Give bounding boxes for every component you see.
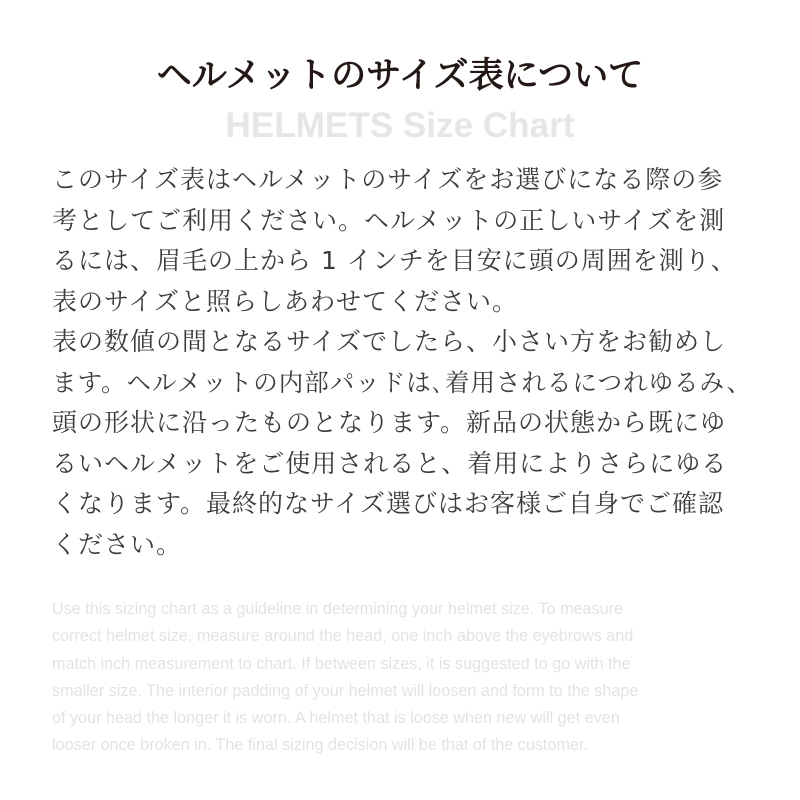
japanese-text-line: 考としてご利用ください。ヘルメットの正しいサイズを測 xyxy=(52,205,726,235)
japanese-text-line: るには、眉毛の上から 1 インチを目安に頭の周囲を測り、 xyxy=(52,246,737,275)
japanese-description xyxy=(52,160,752,565)
japanese-text-line: ます。ヘルメットの内部パッドは､着用されるにつれゆるみ、 xyxy=(52,367,753,397)
japanese-text-line: 頭の形状に沿ったものとなります。新品の状態から既にゆ xyxy=(52,408,727,437)
english-description xyxy=(52,596,752,760)
page-subtitle: HELMETS Size Chart xyxy=(225,106,575,145)
japanese-text-line: このサイズ表はヘルメットのサイズをお選びになる際の参 xyxy=(52,165,724,194)
japanese-text-line: るいヘルメットをご使用されると、着用によりさらにゆる xyxy=(52,448,728,478)
english-text-line: of your head the longer it is worn. A helmet that is loose when new will get even xyxy=(52,709,620,728)
japanese-text-line: 表のサイズと照らしあわせてください。 xyxy=(52,286,519,316)
english-text-line: Use this sizing chart as a guideline in determining your helmet size. To measure xyxy=(52,600,624,618)
english-text-line: correct helmet size, measure around the head, one inch above the eyebrows and xyxy=(52,627,634,646)
japanese-text-line: ください。 xyxy=(52,529,183,559)
english-text-line: looser once broken in. The final sizing decision will be that of the customer. xyxy=(52,736,588,755)
english-text-line: smaller size. The interior padding of your helmet will loosen and form to the shape xyxy=(52,681,639,700)
page-title: ヘルメットのサイズ表について xyxy=(156,55,644,96)
japanese-text-line: くなります。最終的なサイズ選びはお客様ご自身でご確認 xyxy=(52,489,725,518)
japanese-text-line: 表の数値の間となるサイズでしたら、小さい方をお勧めし xyxy=(52,327,727,356)
english-text-line: match inch measurement to chart. If between sizes, it is suggested to go with the xyxy=(52,654,631,673)
